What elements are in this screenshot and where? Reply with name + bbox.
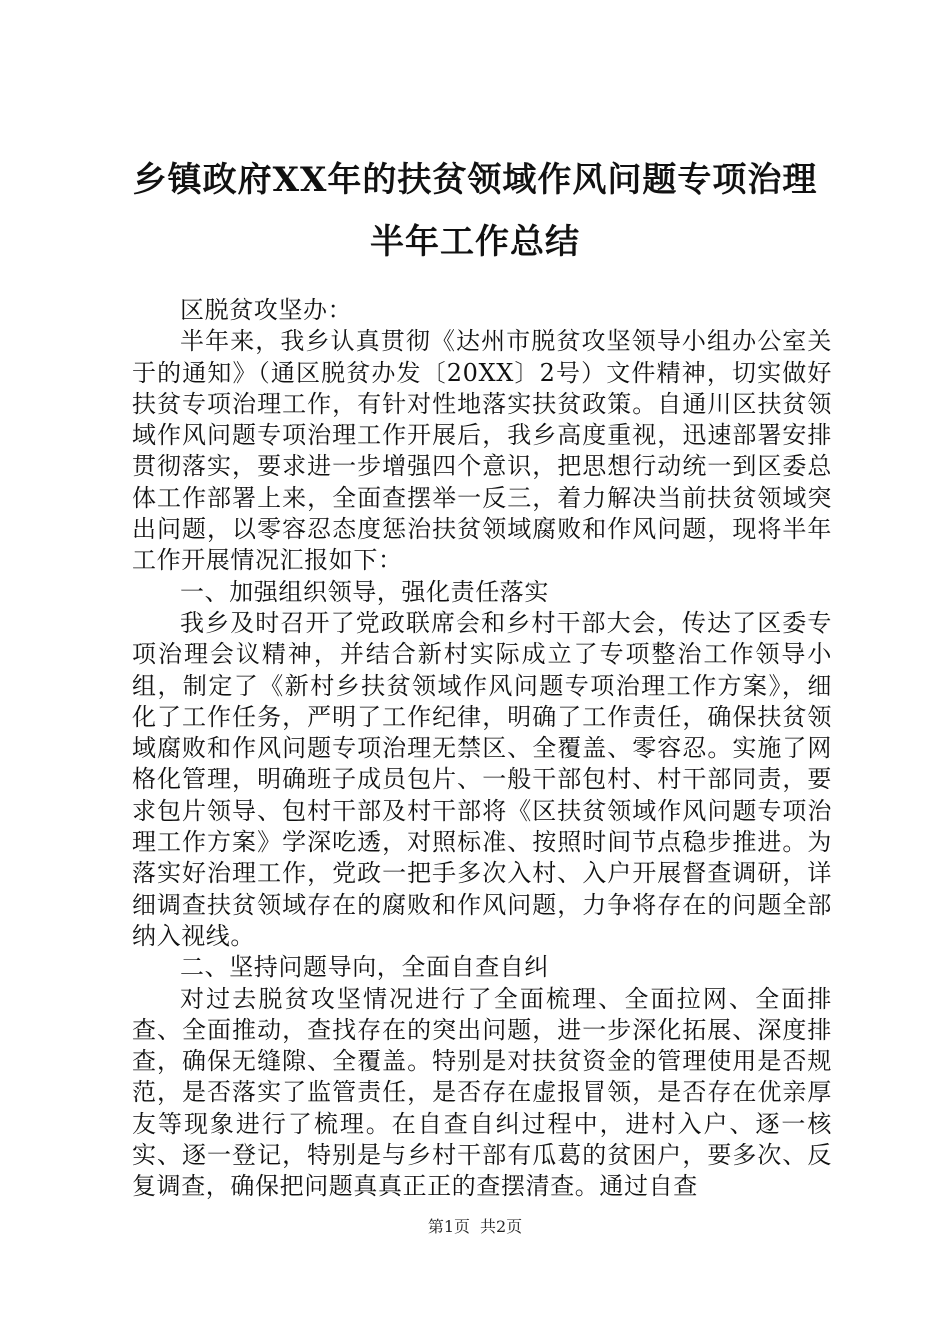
paragraph-section-1: 我乡及时召开了党政联席会和乡村干部大会，传达了区委专项治理会议精神，并结合新村实际成立了专项整治工作领导小组，制定了《新村乡扶贫领域作风问题专项治理工作方案》，细化了工作任务，严明了工作纪律，明确了工作责任，确保扶贫领域腐败和作风问题专项治理无禁区、全覆盖、零容忍。实施了网格化管理，明确班子成员包片、一般干部包村、村干部同责，要求包片领导、包村干部及村干部将《区扶贫领域作风问题专项治理工作方案》学深吃透，对照标准、按照时间节点稳步推进。为落实好治理工作，党政一把手多次入村、入户开展督查调研，详细调查扶贫领域存在的腐败和作风问题，力争将存在的问题全部纳入视线。 xyxy=(132,608,832,950)
document-title-line-1: 乡镇政府XX年的扶贫领域作风问题专项治理 xyxy=(132,160,818,200)
paragraph-section-2: 对过去脱贫攻坚情况进行了全面梳理、全面拉网、全面排查、全面推动，查找存在的突出问题，进一步深化拓展、深度排查，确保无缝隙、全覆盖。特别是对扶贫资金的管理使用是否规范，是否落实了监管责任，是否存在虚报冒领，是否存在优亲厚友等现象进行了梳理。在自查自纠过程中，进村入户、逐一核实、逐一登记，特别是与乡村干部有瓜葛的贫困户，要多次、反复调查，确保把问题真真正正的查摆清查。通过自查 xyxy=(132,984,832,1201)
paragraph-intro: 半年来，我乡认真贯彻《达州市脱贫攻坚领导小组办公室关于的通知》（通区脱贫办发〔20XX〕2号）文件精神，切实做好扶贫专项治理工作，有针对性地落实扶贫政策。自通川区扶贫领域作风问题专项治理工作开展后，我乡高度重视，迅速部署安排贯彻落实，要求进一步增强四个意识，把思想行动统一到区委总体工作部署上来，全面查摆举一反三，着力解决当前扶贫领域突出问题，以零容忍态度惩治扶贫领域腐败和作风问题，现将半年工作开展情况汇报如下： xyxy=(132,327,832,575)
document-body xyxy=(132,295,832,1203)
document-title-line-2: 半年工作总结 xyxy=(370,222,580,262)
section-heading-2: 二、坚持问题导向，全面自查自纠 xyxy=(180,953,549,982)
page-number: 第1页 xyxy=(427,1217,470,1236)
section-heading-1: 一、加强组织领导，强化责任落实 xyxy=(180,577,549,606)
salutation: 区脱贫攻坚办： xyxy=(180,296,353,324)
page-total: 共2页 xyxy=(480,1217,523,1236)
page-footer xyxy=(0,1216,950,1238)
